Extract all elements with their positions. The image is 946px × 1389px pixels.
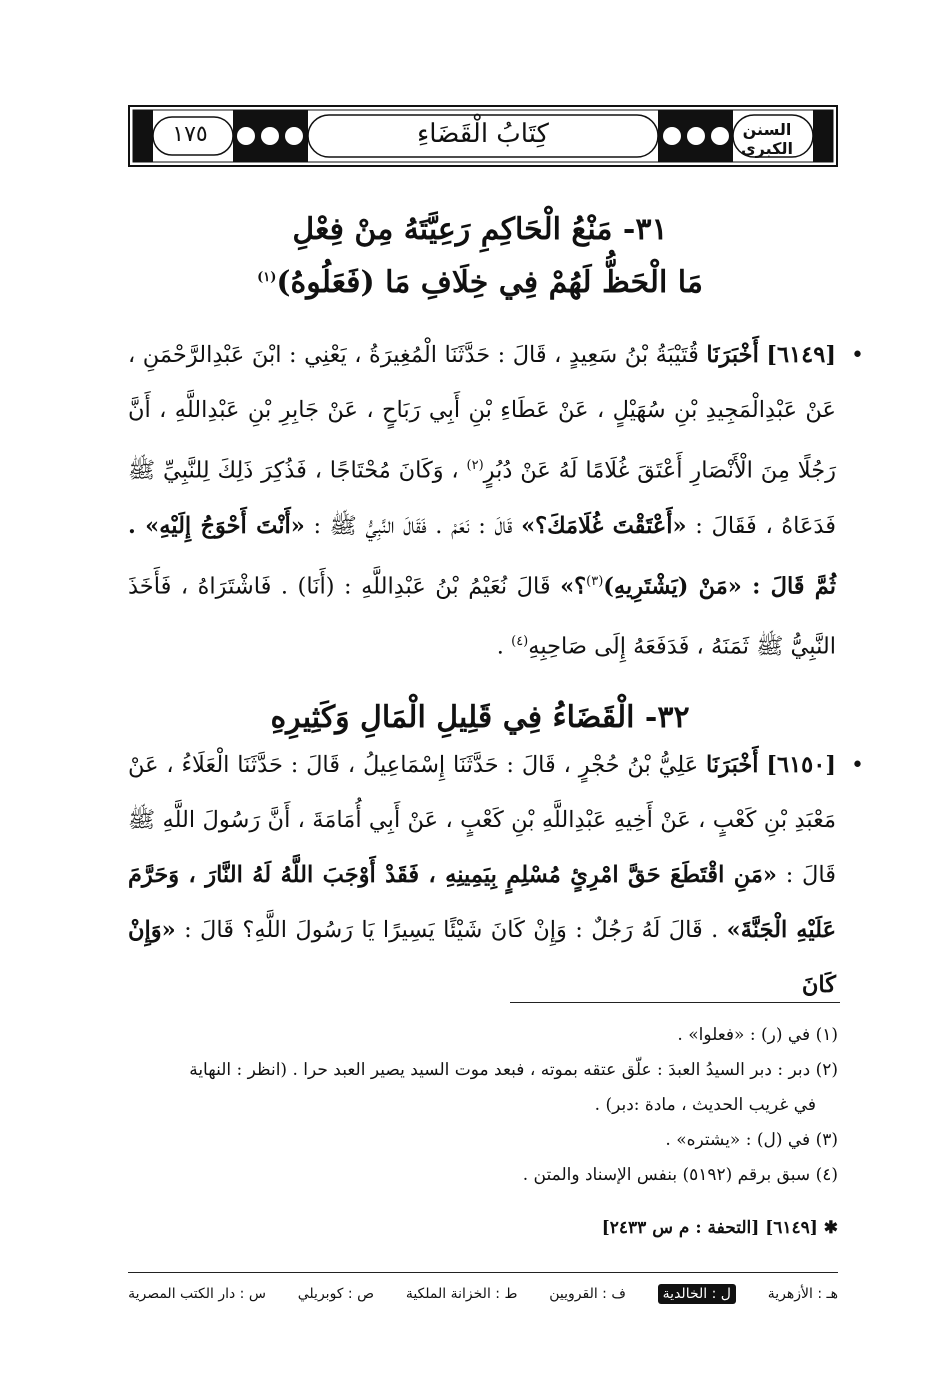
footnote-mark-3: (٣) — [586, 573, 604, 589]
footnote-separator — [510, 1002, 840, 1003]
hadith-number: [٦١٤٩] — [766, 342, 837, 368]
chapter-31-heading — [110, 206, 850, 307]
footnote-4: (٤) سبق برقم (٥١٩٢) بنفس الإسناد والمتن . — [522, 1165, 838, 1185]
hadith-text: قَالَ : نَعَمْ . فَقَالَ النَّبِيُّ ﷺ : — [313, 512, 513, 539]
bottom-separator — [128, 1272, 838, 1273]
chapter-32-line1: ٣٢- الْقَضَاءُ فِي قَلِيلِ الْمَالِ وَكَثِيرِهِ — [270, 700, 690, 735]
akhbarana-word: أَخْبَرَنَا — [706, 342, 759, 368]
hadith-text: عَلِيُّ بْنُ حُجْرٍ ، قَالَ : حَدَّثَنَا إِسْمَاعِيلُ ، قَالَ : حَدَّثَنَا الْعَلَاءُ ، عَنْ مَعْبَدِ بْنِ كَعْبٍ ، عَنْ أَخِيهِ عَبْدِاللَّهِ بْنِ كَعْبٍ ، عَنْ أَبِي أُمَامَةَ ، أَنَّ رَسُولَ اللَّهِ ﷺ قَالَ : — [128, 752, 836, 888]
hadith-text: قَالَ نُعَيْمُ بْنُ عَبْدِاللَّهِ : (أَنَا) . فَاشْتَرَاهُ ، فَأَخَذَ النَّبِيُّ ﷺ ثَمَنَهُ ، فَدَفَعَهُ إِلَى صَاحِبِهِ — [128, 573, 836, 660]
bullet-icon: • — [851, 343, 864, 368]
manuscript-sigla — [128, 1279, 838, 1309]
footnote-2-continued: في غريب الحديث ، مادة :دبر) . — [594, 1095, 816, 1115]
hadith-number: [٦١٥٠] — [766, 752, 837, 778]
hadith-text: . قَالَ لَهُ رَجُلٌ : وَإِنْ كَانَ شَيْئًا يَسِيرًا يَا رَسُولَ اللَّهِ؟ قَالَ : — [184, 917, 719, 943]
hadith-text: ، وَكَانَ مُحْتَاجًا ، فَذُكِرَ ذَلِكَ لِلنَّبِيِّ ﷺ فَدَعَاهُ ، فَقَالَ : — [128, 457, 836, 539]
siglum: ص : كوبريلي — [297, 1286, 375, 1302]
siglum-highlighted: ل : الخالدية — [658, 1284, 736, 1304]
page-number: ١٧٥ — [172, 122, 208, 147]
book-title: كِتَابُ الْقَضَاءِ — [417, 119, 549, 149]
chapter-32-heading — [110, 694, 850, 742]
hadith-6150 — [128, 738, 864, 1013]
page-header — [128, 105, 838, 167]
siglum: ف : القرويين — [549, 1286, 626, 1302]
prophet-quote: «أَنْتَ أَحْوَجُ إِلَيْهِ» . ثُمَّ قَالَ : «مَنْ (يَشْتَرِيهِ) — [128, 512, 836, 599]
footnote-mark-4: (٤) — [511, 634, 529, 649]
prophet-quote: «أَعْتَقْتَ غُلَامَكَ؟» — [521, 512, 687, 539]
star-icon: ✱ — [823, 1218, 838, 1238]
prophet-quote-end: ؟» — [560, 573, 587, 599]
siglum: هـ : الأزهرية — [767, 1286, 838, 1302]
footnote-2: (٢) دبر : دبر السيدُ العبدَ : علّق عتقه بموته ، فبعد موت السيد يصير العبد حرا . (انظر : النهاية — [189, 1060, 838, 1080]
hadith-6149 — [128, 328, 864, 675]
tuhfa-text: [٦١٤٩] [التحفة : م س ٢٤٣٣] — [601, 1218, 818, 1238]
chapter-31-line2-text: مَا الْحَظُّ لَهُمْ فِي خِلَافِ مَا (فَعَلُوهُ) — [276, 265, 703, 300]
siglum: س : دار الكتب المصرية — [128, 1286, 266, 1302]
book-logo: السنن الكبرى — [741, 120, 793, 158]
hadith-end: . — [496, 633, 504, 660]
bullet-icon: • — [851, 753, 864, 778]
prophet-quote: «مَنِ اقْتَطَعَ حَقَّ امْرِئٍ مُسْلِمٍ بِيَمِينِهِ ، فَقَدْ أَوْجَبَ اللَّهُ لَهُ النَّارَ ، وَحَرَّمَ عَلَيْهِ الْجَنَّةَ» — [128, 862, 836, 943]
hadith-text: قُتَيْبَةُ بْنُ سَعِيدٍ ، قَالَ : حَدَّثَنَا الْمُغِيرَةُ ، يَعْنِي : ابْنَ عَبْدِالرَّحْمَنِ ، عَنْ عَبْدِالْمَجِيدِ بْنِ سُهَيْلٍ ، عَنْ عَطَاءِ بْنِ أَبِي رَبَاحٍ ، عَنْ جَابِرِ بْنِ عَبْدِاللَّهِ ، أَنَّ رَجُلًا مِنَ الْأَنْصَارِ أَعْتَقَ غُلَامًا لَهُ عَنْ دُبُرٍ — [128, 342, 836, 484]
tuhfa-reference — [128, 1218, 838, 1238]
footnote-mark-2: (٢) — [466, 458, 484, 473]
siglum: ط : الخزانة الملكية — [405, 1286, 518, 1302]
chapter-31-line1: ٣١- مَنْعُ الْحَاكِمِ رَعِيَّتَهُ مِنْ فِعْلِ — [292, 212, 668, 247]
footnote-mark-1: (١) — [257, 270, 277, 285]
akhbarana-word: أَخْبَرَنَا — [706, 752, 759, 778]
chapter-31-line2 — [110, 254, 850, 307]
footnote-3: (٣) في (ل) : «يشتره» . — [665, 1130, 838, 1150]
footnote-1: (١) في (ر) : «فعلوا» . — [677, 1025, 838, 1045]
prophet-quote: «وَإِنْ كَانَ — [128, 917, 836, 998]
footnotes — [128, 1018, 838, 1193]
